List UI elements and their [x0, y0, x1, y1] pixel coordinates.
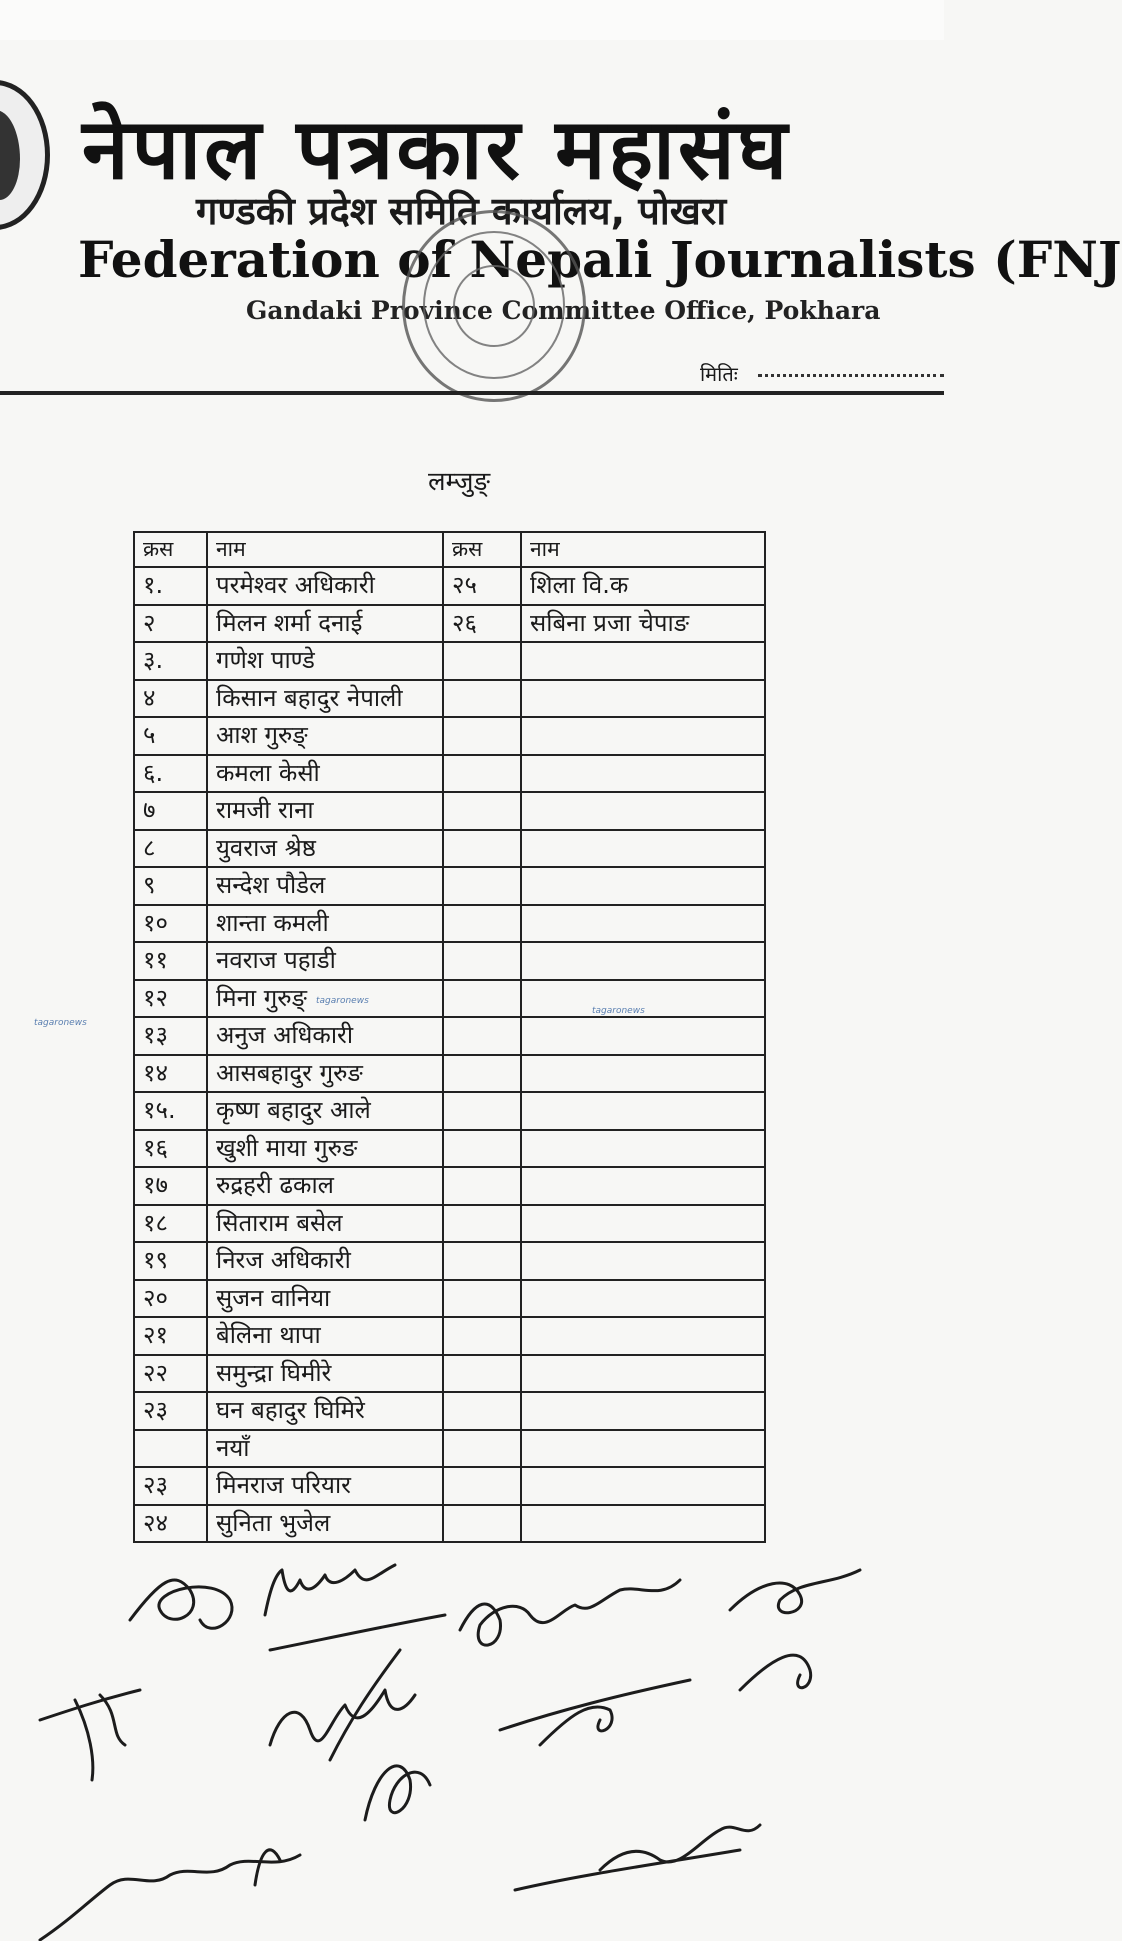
- name-cell: घन बहादुर घिमिरे: [207, 1392, 443, 1430]
- serial-cell: ७: [134, 792, 207, 830]
- serial-cell-2: [443, 680, 521, 718]
- name-cell-2: [521, 1392, 765, 1430]
- name-cell-2: [521, 680, 765, 718]
- serial-cell: १५.: [134, 1092, 207, 1130]
- serial-cell-2: [443, 980, 521, 1018]
- table-row: [134, 680, 765, 718]
- signature-6: [500, 1680, 690, 1745]
- table-row: [134, 567, 765, 605]
- serial-cell: १०: [134, 905, 207, 943]
- table-row: [134, 980, 765, 1018]
- serial-cell-2: [443, 1467, 521, 1505]
- table-row: [134, 1205, 765, 1243]
- serial-cell: ११: [134, 942, 207, 980]
- serial-cell-2: [443, 1392, 521, 1430]
- serial-cell: २३: [134, 1467, 207, 1505]
- serial-cell-2: [443, 1055, 521, 1093]
- name-cell: किसान बहादुर नेपाली: [207, 680, 443, 718]
- serial-cell-2: [443, 1130, 521, 1168]
- date-label: मितिः: [700, 362, 738, 386]
- name-cell: सुजन वानिया: [207, 1280, 443, 1318]
- table-row: [134, 1392, 765, 1430]
- name-cell: रुद्रहरी ढकाल: [207, 1167, 443, 1205]
- header-name: नाम: [207, 532, 443, 567]
- serial-cell-2: [443, 717, 521, 755]
- signature-5: [460, 1580, 680, 1645]
- serial-cell: २४: [134, 1505, 207, 1543]
- serial-cell-2: [443, 942, 521, 980]
- table-row: [134, 1242, 765, 1280]
- serial-cell-2: [443, 642, 521, 680]
- serial-cell-2: [443, 792, 521, 830]
- office-name-nepali: गण्डकी प्रदेश समिति कार्यालय, पोखरा: [196, 189, 727, 233]
- serial-cell: [134, 1430, 207, 1468]
- serial-cell: १८: [134, 1205, 207, 1243]
- serial-cell-2: २५: [443, 567, 521, 605]
- name-cell-2: [521, 1317, 765, 1355]
- name-cell: मिनराज परियार: [207, 1467, 443, 1505]
- table-row: [134, 942, 765, 980]
- table-row: [134, 1355, 765, 1393]
- table-row: [134, 1017, 765, 1055]
- name-cell-2: शिला वि.क: [521, 567, 765, 605]
- table-row: [134, 1167, 765, 1205]
- serial-cell-2: [443, 1242, 521, 1280]
- serial-cell: ५: [134, 717, 207, 755]
- serial-cell-2: [443, 1092, 521, 1130]
- name-cell-2: [521, 1280, 765, 1318]
- name-cell: बेलिना थापा: [207, 1317, 443, 1355]
- table-row: [134, 1130, 765, 1168]
- serial-cell: २२: [134, 1355, 207, 1393]
- serial-cell: ३.: [134, 642, 207, 680]
- table-row: [134, 605, 765, 643]
- table-row: [134, 1092, 765, 1130]
- table-row: [134, 867, 765, 905]
- serial-cell-2: [443, 1205, 521, 1243]
- date-dotted-line: [758, 374, 944, 377]
- serial-cell-2: [443, 1017, 521, 1055]
- name-cell-2: [521, 1055, 765, 1093]
- serial-cell: ८: [134, 830, 207, 868]
- serial-cell-2: [443, 1355, 521, 1393]
- signature-7: [730, 1570, 860, 1690]
- name-cell: अनुज अधिकारी: [207, 1017, 443, 1055]
- serial-cell: १३: [134, 1017, 207, 1055]
- serial-cell: २०: [134, 1280, 207, 1318]
- header-divider: [0, 391, 944, 395]
- name-cell-2: [521, 942, 765, 980]
- name-cell: परमेश्वर अधिकारी: [207, 567, 443, 605]
- name-cell: सिताराम बसेल: [207, 1205, 443, 1243]
- serial-cell-2: [443, 905, 521, 943]
- signature-1: [130, 1580, 232, 1628]
- name-cell: सुनिता भुजेल: [207, 1505, 443, 1543]
- name-cell: आसबहादुर गुरुङ: [207, 1055, 443, 1093]
- name-cell-2: [521, 867, 765, 905]
- name-cell-2: [521, 1242, 765, 1280]
- serial-cell-2: [443, 867, 521, 905]
- header-name-2: नाम: [521, 532, 765, 567]
- name-cell: गणेश पाण्डे: [207, 642, 443, 680]
- serial-cell-2: [443, 1280, 521, 1318]
- org-name-nepali: नेपाल पत्रकार महासंघ: [82, 100, 791, 198]
- serial-cell: ६.: [134, 755, 207, 793]
- signature-10: [515, 1825, 760, 1890]
- serial-cell: ४: [134, 680, 207, 718]
- name-cell: शान्ता कमली: [207, 905, 443, 943]
- serial-cell-2: २६: [443, 605, 521, 643]
- table-row: [134, 792, 765, 830]
- name-cell-2: [521, 1092, 765, 1130]
- serial-cell: २३: [134, 1392, 207, 1430]
- name-cell-2: [521, 1467, 765, 1505]
- serial-cell: २: [134, 605, 207, 643]
- name-cell-2: [521, 1167, 765, 1205]
- table-row: [134, 642, 765, 680]
- name-cell: कमला केसी: [207, 755, 443, 793]
- signature-8: [365, 1766, 430, 1820]
- name-cell-2: [521, 1355, 765, 1393]
- name-cell: युवराज श्रेष्ठ: [207, 830, 443, 868]
- serial-cell: १२: [134, 980, 207, 1018]
- office-seal-stamp-icon: [402, 210, 586, 402]
- name-cell-2: [521, 905, 765, 943]
- name-cell: नयाँ: [207, 1430, 443, 1468]
- table-row: [134, 717, 765, 755]
- handwritten-signatures: [0, 1520, 944, 1941]
- serial-cell-2: [443, 830, 521, 868]
- member-roster-table: [133, 531, 766, 1543]
- serial-cell: २१: [134, 1317, 207, 1355]
- table-row: [134, 1280, 765, 1318]
- name-cell: रामजी राना: [207, 792, 443, 830]
- header-serial-2: क्रस: [443, 532, 521, 567]
- watermark-text: tagaronews: [34, 1018, 87, 1028]
- serial-cell-2: [443, 755, 521, 793]
- name-cell-2: [521, 1017, 765, 1055]
- name-cell-2: [521, 642, 765, 680]
- signature-4: [270, 1650, 415, 1760]
- district-title: लम्जुङ्: [428, 467, 491, 497]
- name-cell-2: [521, 755, 765, 793]
- serial-cell-2: [443, 1167, 521, 1205]
- name-cell-2: [521, 1205, 765, 1243]
- signature-3: [40, 1690, 140, 1780]
- fnj-logo-icon: [0, 80, 50, 230]
- name-cell: मिना गुरुङ्: [207, 980, 443, 1018]
- serial-cell: १९: [134, 1242, 207, 1280]
- name-cell: आश गुरुङ्: [207, 717, 443, 755]
- signature-9: [40, 1850, 300, 1940]
- name-cell: निरज अधिकारी: [207, 1242, 443, 1280]
- office-name-english: Gandaki Province Committee Office, Pokhara: [246, 296, 881, 325]
- name-cell: समुन्द्रा घिमीरे: [207, 1355, 443, 1393]
- serial-cell: ९: [134, 867, 207, 905]
- serial-cell: १४: [134, 1055, 207, 1093]
- signature-2: [265, 1565, 445, 1650]
- table-row: [134, 1055, 765, 1093]
- table-row: [134, 905, 765, 943]
- watermark-text: tagaronews: [316, 996, 369, 1006]
- name-cell-2: [521, 1430, 765, 1468]
- name-cell-2: सबिना प्रजा चेपाङ: [521, 605, 765, 643]
- name-cell-2: [521, 792, 765, 830]
- table-row: [134, 1430, 765, 1468]
- serial-cell: १७: [134, 1167, 207, 1205]
- name-cell-2: [521, 830, 765, 868]
- name-cell: सन्देश पौडेल: [207, 867, 443, 905]
- table-header-row: [134, 532, 765, 567]
- serial-cell: १६: [134, 1130, 207, 1168]
- name-cell: नवराज पहाडी: [207, 942, 443, 980]
- serial-cell-2: [443, 1317, 521, 1355]
- header-serial: क्रस: [134, 532, 207, 567]
- table-row: [134, 1467, 765, 1505]
- name-cell: मिलन शर्मा दनाई: [207, 605, 443, 643]
- table-row: [134, 755, 765, 793]
- scan-top-strip: [0, 0, 944, 40]
- table-row: [134, 1317, 765, 1355]
- name-cell-2: [521, 717, 765, 755]
- serial-cell-2: [443, 1430, 521, 1468]
- watermark-text: tagaronews: [592, 1006, 645, 1016]
- serial-cell: १.: [134, 567, 207, 605]
- name-cell: खुशी माया गुरुङ: [207, 1130, 443, 1168]
- table-row: [134, 830, 765, 868]
- name-cell: कृष्ण बहादुर आले: [207, 1092, 443, 1130]
- org-name-english: Federation of Nepali Journalists (FNJ: [78, 230, 1122, 289]
- name-cell-2: [521, 1130, 765, 1168]
